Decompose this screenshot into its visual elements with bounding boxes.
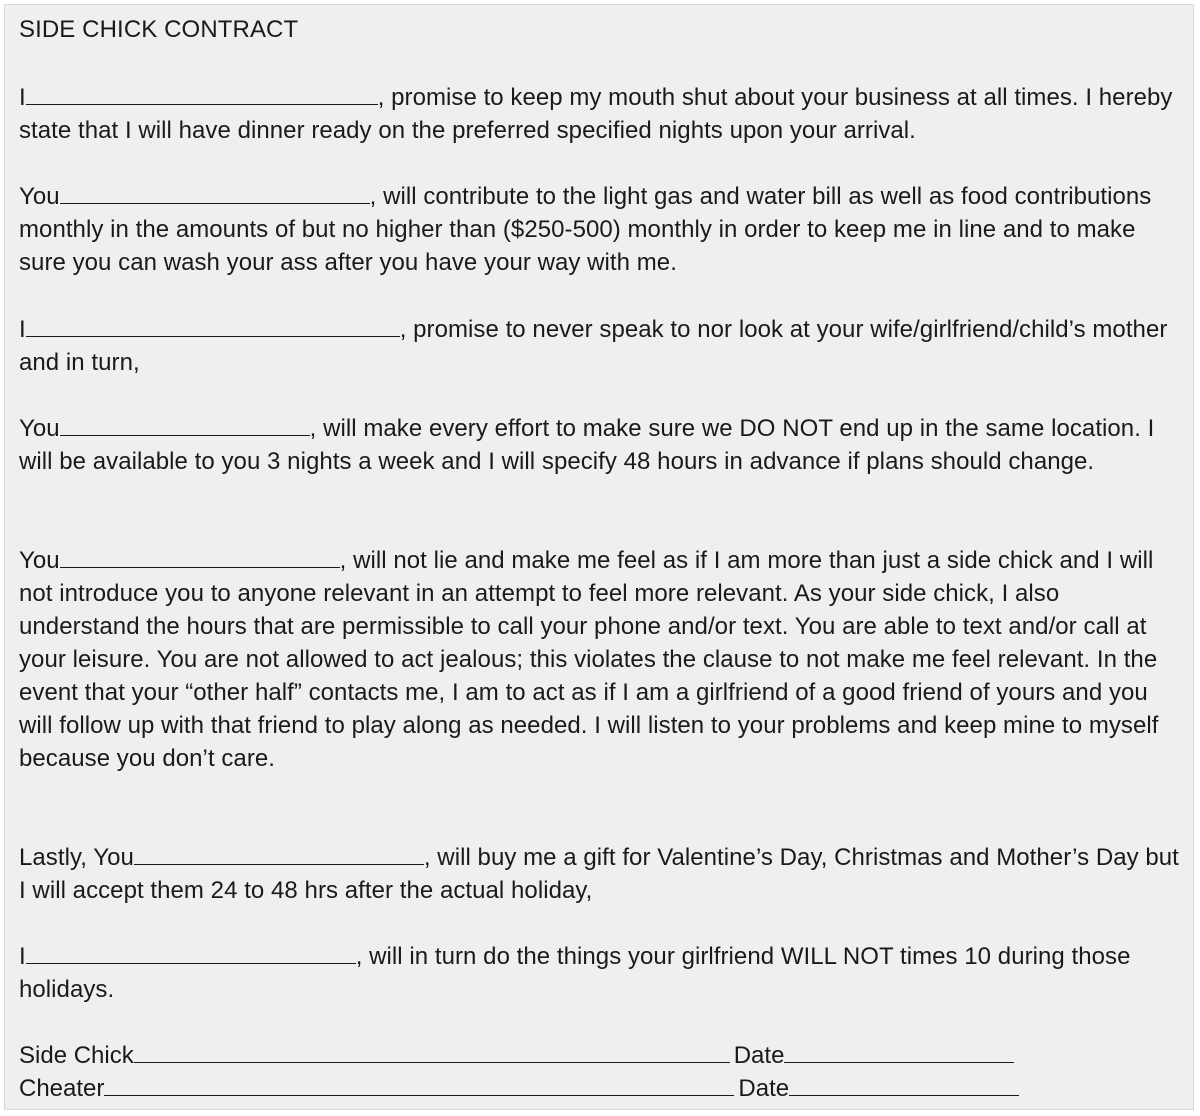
clause-keep-quiet (19, 81, 1184, 147)
clause-text: , will not lie and make me feel as if I am more than just a side chick and I will not introduce you to anyone relevant in an attempt to feel more relevant. As your side chick, I also understand the hours that are permissible to call your phone and/or text. You are able to text and/or call at your leisure. You are not allowed to act jealous; this violates the clause to not make me feel relevant. In the event that your “other half” contacts me, I am to act as if I am a girlfriend of a good friend of yours and you will follow up with that friend to play along as needed. I will listen to your problems and keep mine to myself because you don’t care. (19, 547, 1159, 772)
clause-bill-contribution (19, 180, 1184, 279)
name-blank-field[interactable] (26, 82, 378, 105)
signature-field[interactable] (134, 1040, 730, 1063)
contract-title: SIDE CHICK CONTRACT (19, 16, 299, 43)
clause-text: , will contribute to the light gas and water bill as well as food contributions monthly in the amounts of but no higher than ($250-500) monthly in order to keep me in line and to make sure you can wash your ass after you have your way with me. (19, 183, 1152, 276)
clause-holiday-gifts (19, 841, 1184, 907)
clause-text: , will make every effort to make sure we DO NOT end up in the same location. I will be available to you 3 nights a week and I will specify 48 hours in advance if plans should change. (19, 415, 1155, 475)
clause-prefix: I (19, 943, 26, 970)
clause-separate-locations (19, 412, 1184, 478)
clause-prefix: Lastly, You (19, 844, 134, 871)
clause-text: , will buy me a gift for Valentine’s Day, Christmas and Mother’s Day but I will accept them 24 to 48 hrs after the actual holiday, (19, 844, 1179, 904)
clause-prefix: You (19, 183, 60, 210)
clause-text: , promise to keep my mouth shut about your business at all times. I hereby state that I will have dinner ready on the preferred specified nights upon your arrival. (19, 84, 1173, 144)
clause-prefix: You (19, 415, 60, 442)
signature-label: Side Chick (19, 1042, 134, 1069)
name-blank-field[interactable] (26, 314, 400, 337)
date-label: Date (733, 1042, 785, 1069)
clause-no-contact (19, 313, 1184, 379)
clause-holiday-reciprocity (19, 940, 1184, 1006)
name-blank-field[interactable] (60, 545, 340, 568)
name-blank-field[interactable] (60, 181, 370, 204)
clause-no-lies (19, 544, 1184, 775)
clause-text: , will in turn do the things your girlfriend WILL NOT times 10 during those holidays. (19, 943, 1131, 1003)
clause-text: , promise to never speak to nor look at your wife/girlfriend/child’s mother and in turn, (19, 316, 1168, 376)
signature-row-side-chick (19, 1039, 1014, 1072)
name-blank-field[interactable] (60, 413, 310, 436)
clause-prefix: You (19, 547, 60, 574)
signature-row-cheater (19, 1072, 1019, 1105)
date-field[interactable] (784, 1040, 1014, 1063)
date-field[interactable] (789, 1073, 1019, 1096)
clause-prefix: I (19, 84, 26, 111)
name-blank-field[interactable] (134, 842, 424, 865)
signature-field[interactable] (104, 1073, 734, 1096)
signature-label: Cheater (19, 1075, 105, 1102)
date-label: Date (738, 1075, 790, 1102)
clause-prefix: I (19, 316, 26, 343)
contract-document (4, 4, 1194, 1110)
name-blank-field[interactable] (26, 941, 356, 964)
